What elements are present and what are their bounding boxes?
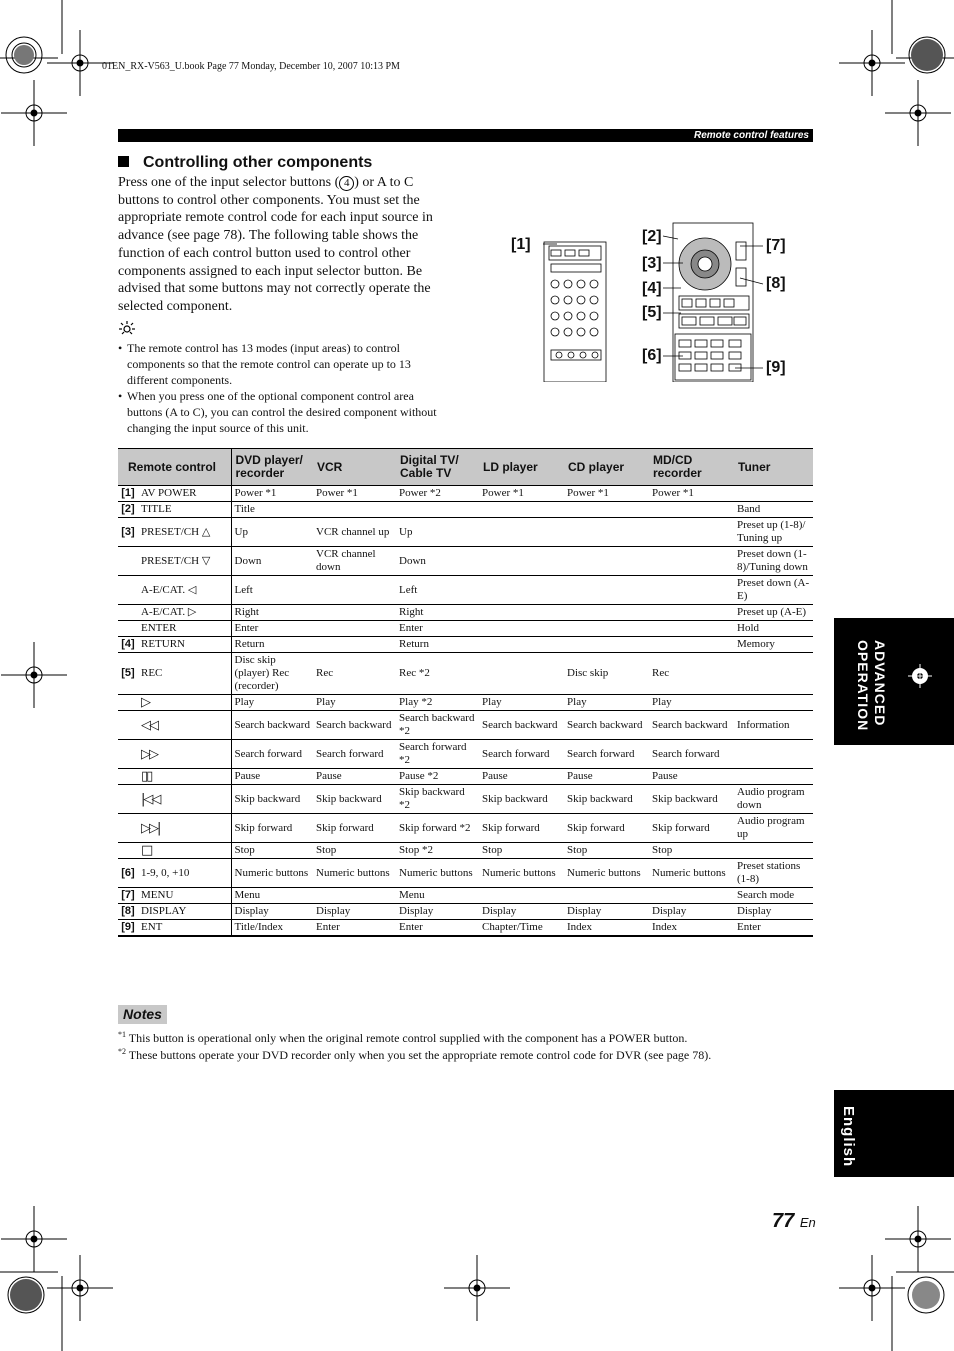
row-number: [6] [118,859,138,888]
table-cell: Audio program down [734,785,813,814]
table-cell [564,502,649,518]
tip-item: • When you press one of the optional component control area buttons (A to C), you can control the desired component without changing the input source of this unit. [118,388,443,436]
table-cell: Down [231,547,313,576]
table-cell: Memory [734,637,813,653]
square-bullet-icon [118,156,129,167]
header-digital-tv: Digital TV/ Cable TV [396,449,479,486]
note-mark: *2 [118,1047,126,1056]
table-row [118,502,813,518]
table-cell: Power *1 [479,486,564,502]
row-button-name: TITLE [138,502,231,518]
table-cell: Search forward [564,740,649,769]
page-number-value: 77 [772,1210,795,1232]
table-cell: Pause [231,769,313,785]
table-cell: Skip backward [479,785,564,814]
callout-3: [3] [642,255,662,272]
row-number: [2] [118,502,138,518]
table-cell [396,502,479,518]
table-cell [479,653,564,695]
table-cell [564,547,649,576]
row-button-name: ENT [138,920,231,937]
table-row [118,859,813,888]
table-row [118,637,813,653]
table-cell: Up [396,518,479,547]
table-cell [564,888,649,904]
row-number [118,576,138,605]
table-cell [479,547,564,576]
table-row [118,695,813,711]
row-number: [8] [118,904,138,920]
callout-6: [6] [642,347,662,364]
table-cell: Skip forward [479,814,564,843]
intro-paragraph [118,174,448,316]
table-cell: Search forward [231,740,313,769]
side-tab-advanced-operation [834,618,954,745]
table-cell [734,695,813,711]
table-cell [479,637,564,653]
callout-7: [7] [766,237,786,254]
table-cell: Power *1 [649,486,734,502]
header-tuner: Tuner [734,449,813,486]
row-button-name: PRESET/CH ▽ [138,547,231,576]
table-cell: Audio program up [734,814,813,843]
table-cell: Menu [231,888,313,904]
table-cell: Preset down (1-8)/Tuning down [734,547,813,576]
table-cell: Menu [396,888,479,904]
table-cell: Display [231,904,313,920]
header-vcr: VCR [313,449,396,486]
table-cell: VCR channel up [313,518,396,547]
table-cell: Stop [479,843,564,859]
table-cell: Power *1 [231,486,313,502]
row-number [118,740,138,769]
table-cell: Play [649,695,734,711]
note-2 [118,1047,711,1063]
table-cell [649,518,734,547]
row-number: [3] [118,518,138,547]
table-cell [313,637,396,653]
table-cell: Skip forward [564,814,649,843]
table-row [118,486,813,502]
table-cell: Right [396,605,479,621]
table-cell: Enter [313,920,396,937]
row-number [118,814,138,843]
table-row [118,621,813,637]
table-cell: Numeric buttons [479,859,564,888]
table-cell: Skip forward *2 [396,814,479,843]
table-cell [479,605,564,621]
table-cell: Skip forward [649,814,734,843]
table-cell: Play [231,695,313,711]
note-1 [118,1030,687,1046]
row-button-name: A-E/CAT. ◁ [138,576,231,605]
table-cell: Display [479,904,564,920]
table-cell: Numeric buttons [649,859,734,888]
table-cell: Search backward [231,711,313,740]
note-text: This button is operational only when the original remote control supplied with the component has a POWER button. [126,1031,688,1045]
table-cell: Power *1 [564,486,649,502]
table-row [118,740,813,769]
tip-list [118,340,443,436]
row-button-name: 1-9, 0, +10 [138,859,231,888]
table-cell [479,576,564,605]
table-row [118,605,813,621]
table-cell: Numeric buttons [313,859,396,888]
table-cell [564,605,649,621]
table-cell [564,637,649,653]
table-cell: Search forward [313,740,396,769]
table-cell: Power *1 [313,486,396,502]
table-cell: Stop [649,843,734,859]
table-cell: Search backward [313,711,396,740]
table-cell: Search backward [479,711,564,740]
header-dvd: DVD player/ recorder [231,449,313,486]
row-button-name: RETURN [138,637,231,653]
row-button-name: ◁◁ [138,711,231,740]
table-cell: Numeric buttons [396,859,479,888]
table-cell [479,621,564,637]
table-cell: Display [649,904,734,920]
table-cell: Index [649,920,734,937]
table-cell [734,653,813,695]
table-cell: Skip backward [564,785,649,814]
table-row [118,518,813,547]
table-cell: Stop [231,843,313,859]
side-tab-advanced-label: ADVANCED OPERATION [855,640,888,732]
table-cell: Right [231,605,313,621]
remote-control-illustration [543,222,793,382]
table-cell [313,576,396,605]
tip-lightbulb-icon [118,320,136,336]
circled-number-icon: 4 [339,176,354,191]
table-cell [479,518,564,547]
callout-4: [4] [642,280,662,297]
table-cell [649,547,734,576]
row-button-name: ENTER [138,621,231,637]
row-number: [7] [118,888,138,904]
table-cell: Skip forward [313,814,396,843]
row-button-name: |◁◁ [138,785,231,814]
table-cell [734,486,813,502]
table-cell: VCR channel down [313,547,396,576]
callout-1: [1] [511,236,531,253]
table-cell: Preset stations (1-8) [734,859,813,888]
table-cell: Band [734,502,813,518]
table-cell [649,888,734,904]
notes-label: Notes [118,1005,167,1024]
table-cell: Display [564,904,649,920]
table-cell: Preset up (A-E) [734,605,813,621]
crosshair-icon [908,664,932,688]
table-cell: Disc skip [564,653,649,695]
table-cell: Title [231,502,313,518]
table-cell: Disc skip (player) Rec (recorder) [231,653,313,695]
row-button-name: ▯▯ [138,769,231,785]
table-row [118,769,813,785]
table-cell: Skip backward [313,785,396,814]
table-cell: Enter [231,621,313,637]
table-cell: Pause [313,769,396,785]
table-cell: Pause [564,769,649,785]
intro-part-1: Press one of the input selector buttons ( [118,175,340,190]
table-cell [313,605,396,621]
side-tab-english-label: English [840,1106,857,1168]
header-remote-control: Remote control [118,449,231,486]
row-number [118,621,138,637]
table-cell: Stop *2 [396,843,479,859]
table-cell: Up [231,518,313,547]
control-function-table [118,448,813,937]
tip-item: • The remote control has 13 modes (input areas) to control components so that the remote control can operate up to 13 different components. [118,340,443,388]
row-number [118,769,138,785]
table-row [118,576,813,605]
section-title-text: Controlling other components [143,154,373,171]
table-cell: Chapter/Time [479,920,564,937]
row-number [118,695,138,711]
table-cell [313,621,396,637]
table-cell: Preset down (A-E) [734,576,813,605]
callout-2: [2] [642,228,662,245]
row-button-name: A-E/CAT. ▷ [138,605,231,621]
table-cell: Search mode [734,888,813,904]
table-cell: Play [479,695,564,711]
row-button-name: ▷▷| [138,814,231,843]
table-cell: Rec [313,653,396,695]
table-cell: Title/Index [231,920,313,937]
side-tab-english [834,1090,954,1177]
table-cell [649,621,734,637]
callout-9: [9] [766,359,786,376]
table-row [118,711,813,740]
table-cell [564,576,649,605]
table-cell [649,605,734,621]
table-row [118,653,813,695]
table-cell [564,518,649,547]
table-cell: Rec [649,653,734,695]
table-cell: Enter [734,920,813,937]
row-number [118,547,138,576]
table-cell [479,888,564,904]
row-number: [1] [118,486,138,502]
row-number: [5] [118,653,138,695]
row-button-name: MENU [138,888,231,904]
table-cell: Search backward [649,711,734,740]
table-cell: Skip backward *2 [396,785,479,814]
row-number: [4] [118,637,138,653]
table-cell: Return [396,637,479,653]
table-cell [313,502,396,518]
table-cell: Skip backward [649,785,734,814]
intro-part-2: ) or A to C buttons to control other components. You must set the appropriate remote control code for each input source in advance (see page 78). The following table shows the function of each control button used to control other components assigned to each input selector button. Be advised that some buttons may not correctly operate the selected component. [118,175,433,314]
table-row [118,843,813,859]
table-cell: Power *2 [396,486,479,502]
row-button-name: AV POWER [138,486,231,502]
row-button-name: □ [138,843,231,859]
table-cell [649,502,734,518]
row-number [118,711,138,740]
row-button-name: ▷ [138,695,231,711]
table-cell: Search backward [564,711,649,740]
table-cell: Play *2 [396,695,479,711]
row-button-name: ▷▷ [138,740,231,769]
table-cell: Numeric buttons [564,859,649,888]
row-number [118,843,138,859]
table-cell: Search forward *2 [396,740,479,769]
row-button-name: PRESET/CH △ [138,518,231,547]
table-cell: Pause *2 [396,769,479,785]
table-row [118,785,813,814]
table-cell: Display [734,904,813,920]
page-number [772,1210,816,1233]
row-number: [9] [118,920,138,937]
header-ld: LD player [479,449,564,486]
table-cell: Enter [396,920,479,937]
header-md: MD/CD recorder [649,449,734,486]
table-cell: Left [396,576,479,605]
table-cell: Return [231,637,313,653]
table-cell: Search forward [649,740,734,769]
table-cell: Left [231,576,313,605]
callout-5: [5] [642,304,662,321]
note-text: These buttons operate your DVD recorder only when you set the appropriate remote control code for DVR (see page 78). [126,1048,712,1062]
table-cell: Down [396,547,479,576]
table-cell: Preset up (1-8)/ Tuning up [734,518,813,547]
table-row [118,904,813,920]
table-cell: Skip forward [231,814,313,843]
table-cell [313,888,396,904]
table-row [118,888,813,904]
callout-8: [8] [766,275,786,292]
table-cell: Index [564,920,649,937]
table-cell: Search forward [479,740,564,769]
table-cell: Rec *2 [396,653,479,695]
running-header: Remote control features [118,129,813,142]
header-cd: CD player [564,449,649,486]
table-row [118,920,813,937]
page-suffix: En [799,1215,816,1230]
row-number [118,605,138,621]
table-cell [734,843,813,859]
table-cell: Display [313,904,396,920]
table-cell [649,637,734,653]
table-cell: Play [564,695,649,711]
table-cell [649,576,734,605]
table-cell: Search backward *2 [396,711,479,740]
row-button-name: REC [138,653,231,695]
table-cell [479,502,564,518]
note-mark: *1 [118,1030,126,1039]
table-cell: Display [396,904,479,920]
table-cell [734,740,813,769]
table-cell [734,769,813,785]
table-cell: Information [734,711,813,740]
row-button-name: DISPLAY [138,904,231,920]
table-cell: Numeric buttons [231,859,313,888]
table-cell: Play [313,695,396,711]
table-cell: Skip backward [231,785,313,814]
table-cell: Stop [564,843,649,859]
table-header-row [118,449,813,486]
table-cell: Pause [479,769,564,785]
row-number [118,785,138,814]
section-title [118,154,372,172]
table-cell: Enter [396,621,479,637]
table-cell [564,621,649,637]
table-cell: Stop [313,843,396,859]
table-cell: Pause [649,769,734,785]
table-cell: Hold [734,621,813,637]
table-row [118,547,813,576]
print-info: 01EN_RX-V563_U.book Page 77 Monday, December 10, 2007 10:13 PM [102,61,400,72]
table-row [118,814,813,843]
